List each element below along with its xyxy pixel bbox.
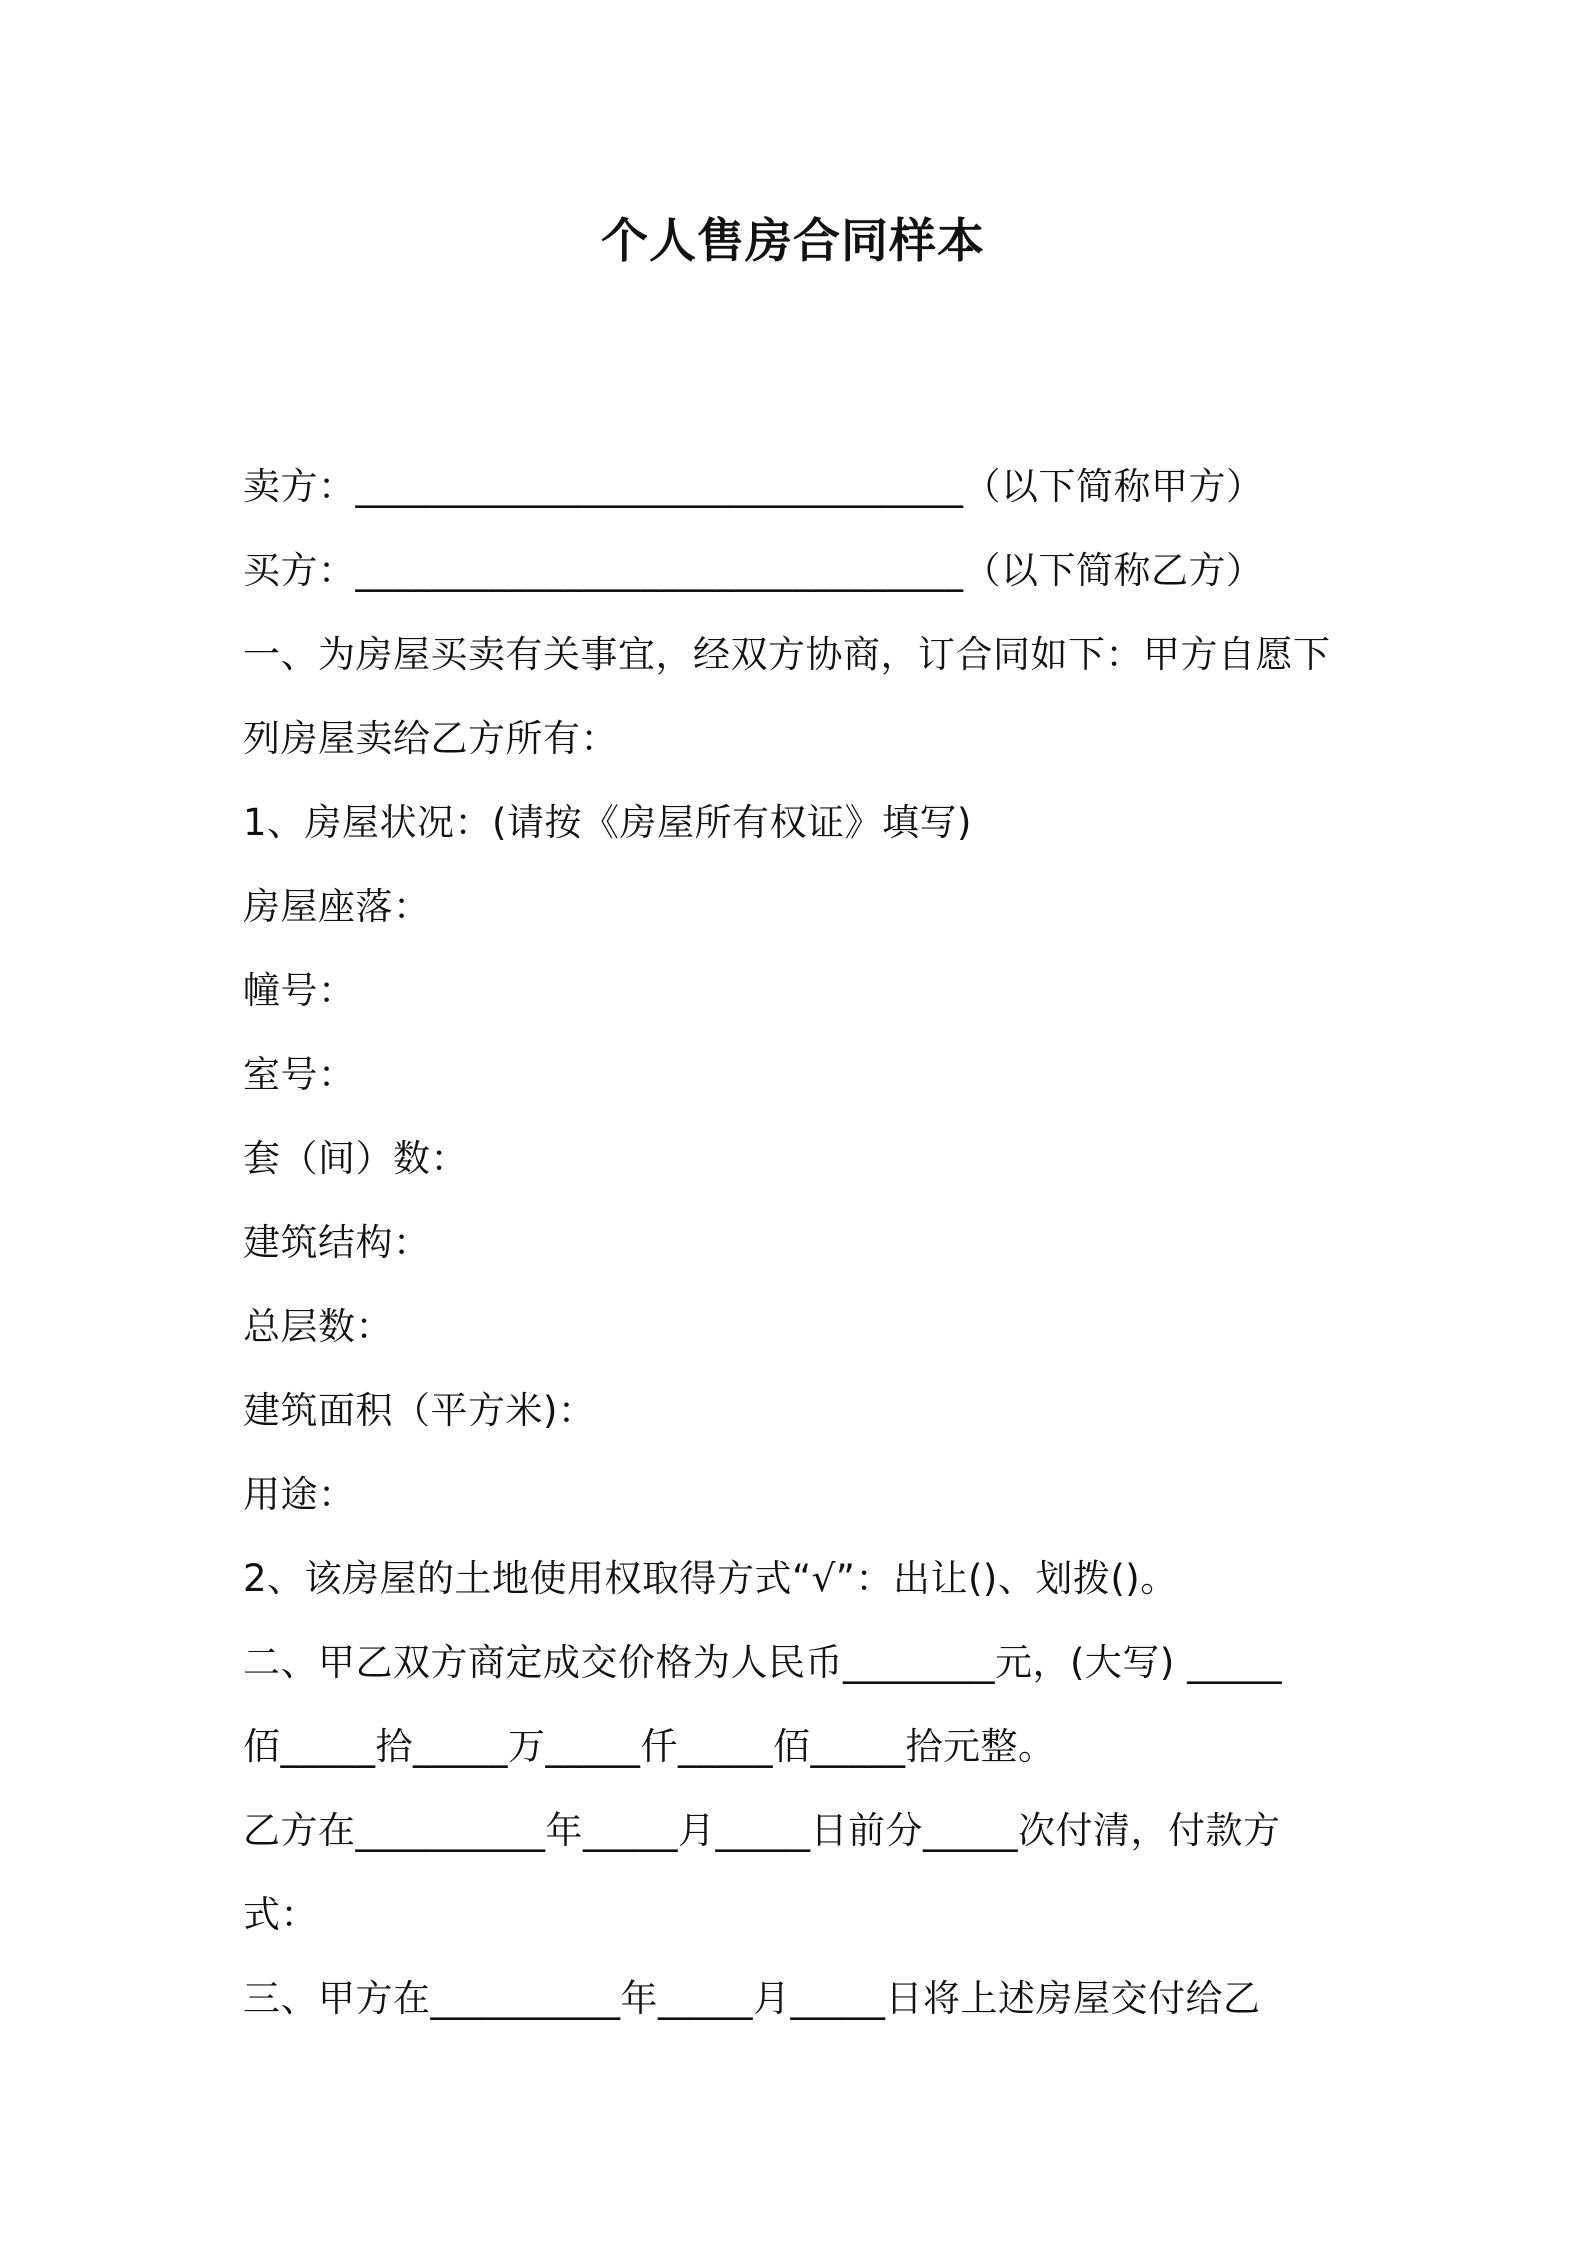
payment-line-1: 乙方在__________年_____月_____日前分_____次付清，付款方 (243, 1809, 1281, 1852)
clause-two-line-2: 佰_____拾_____万_____仟_____佰_____拾元整。 (243, 1725, 1056, 1768)
building-area-field: 建筑面积（平方米)： (243, 1389, 596, 1432)
house-location-field: 房屋座落： (243, 885, 431, 928)
building-structure-field: 建筑结构： (243, 1221, 431, 1264)
total-floors-field: 总层数： (243, 1305, 393, 1348)
clause-two-line-1: 二、甲乙双方商定成交价格为人民币________元，(大写) _____ (243, 1641, 1283, 1684)
room-number-field: 室号： (243, 1053, 356, 1096)
document-body (243, 445, 1353, 2041)
seller-line: 卖方：________________________________（以下简称甲方） (243, 465, 1264, 508)
clause-three-line: 三、甲方在__________年_____月_____日将上述房屋交付给乙 (243, 1977, 1261, 2020)
building-number-field: 幢号： (243, 969, 356, 1012)
document-title: 个人售房合同样本 (601, 214, 985, 269)
payment-line-2: 式： (243, 1893, 318, 1936)
room-count-field: 套（间）数： (243, 1137, 468, 1180)
usage-field: 用途： (243, 1473, 356, 1516)
clause-one-line-1: 一、为房屋买卖有关事宜，经双方协商，订合同如下：甲方自愿下 (243, 633, 1331, 676)
buyer-line: 买方：________________________________（以下简称乙方） (243, 549, 1264, 592)
land-use-right-line: 2、该房屋的土地使用权取得方式“√”：出让()、划拨()。 (243, 1557, 1178, 1600)
clause-one-line-2: 列房屋卖给乙方所有： (243, 717, 618, 760)
house-status-heading: 1、房屋状况：(请按《房屋所有权证》填写) (243, 801, 972, 844)
